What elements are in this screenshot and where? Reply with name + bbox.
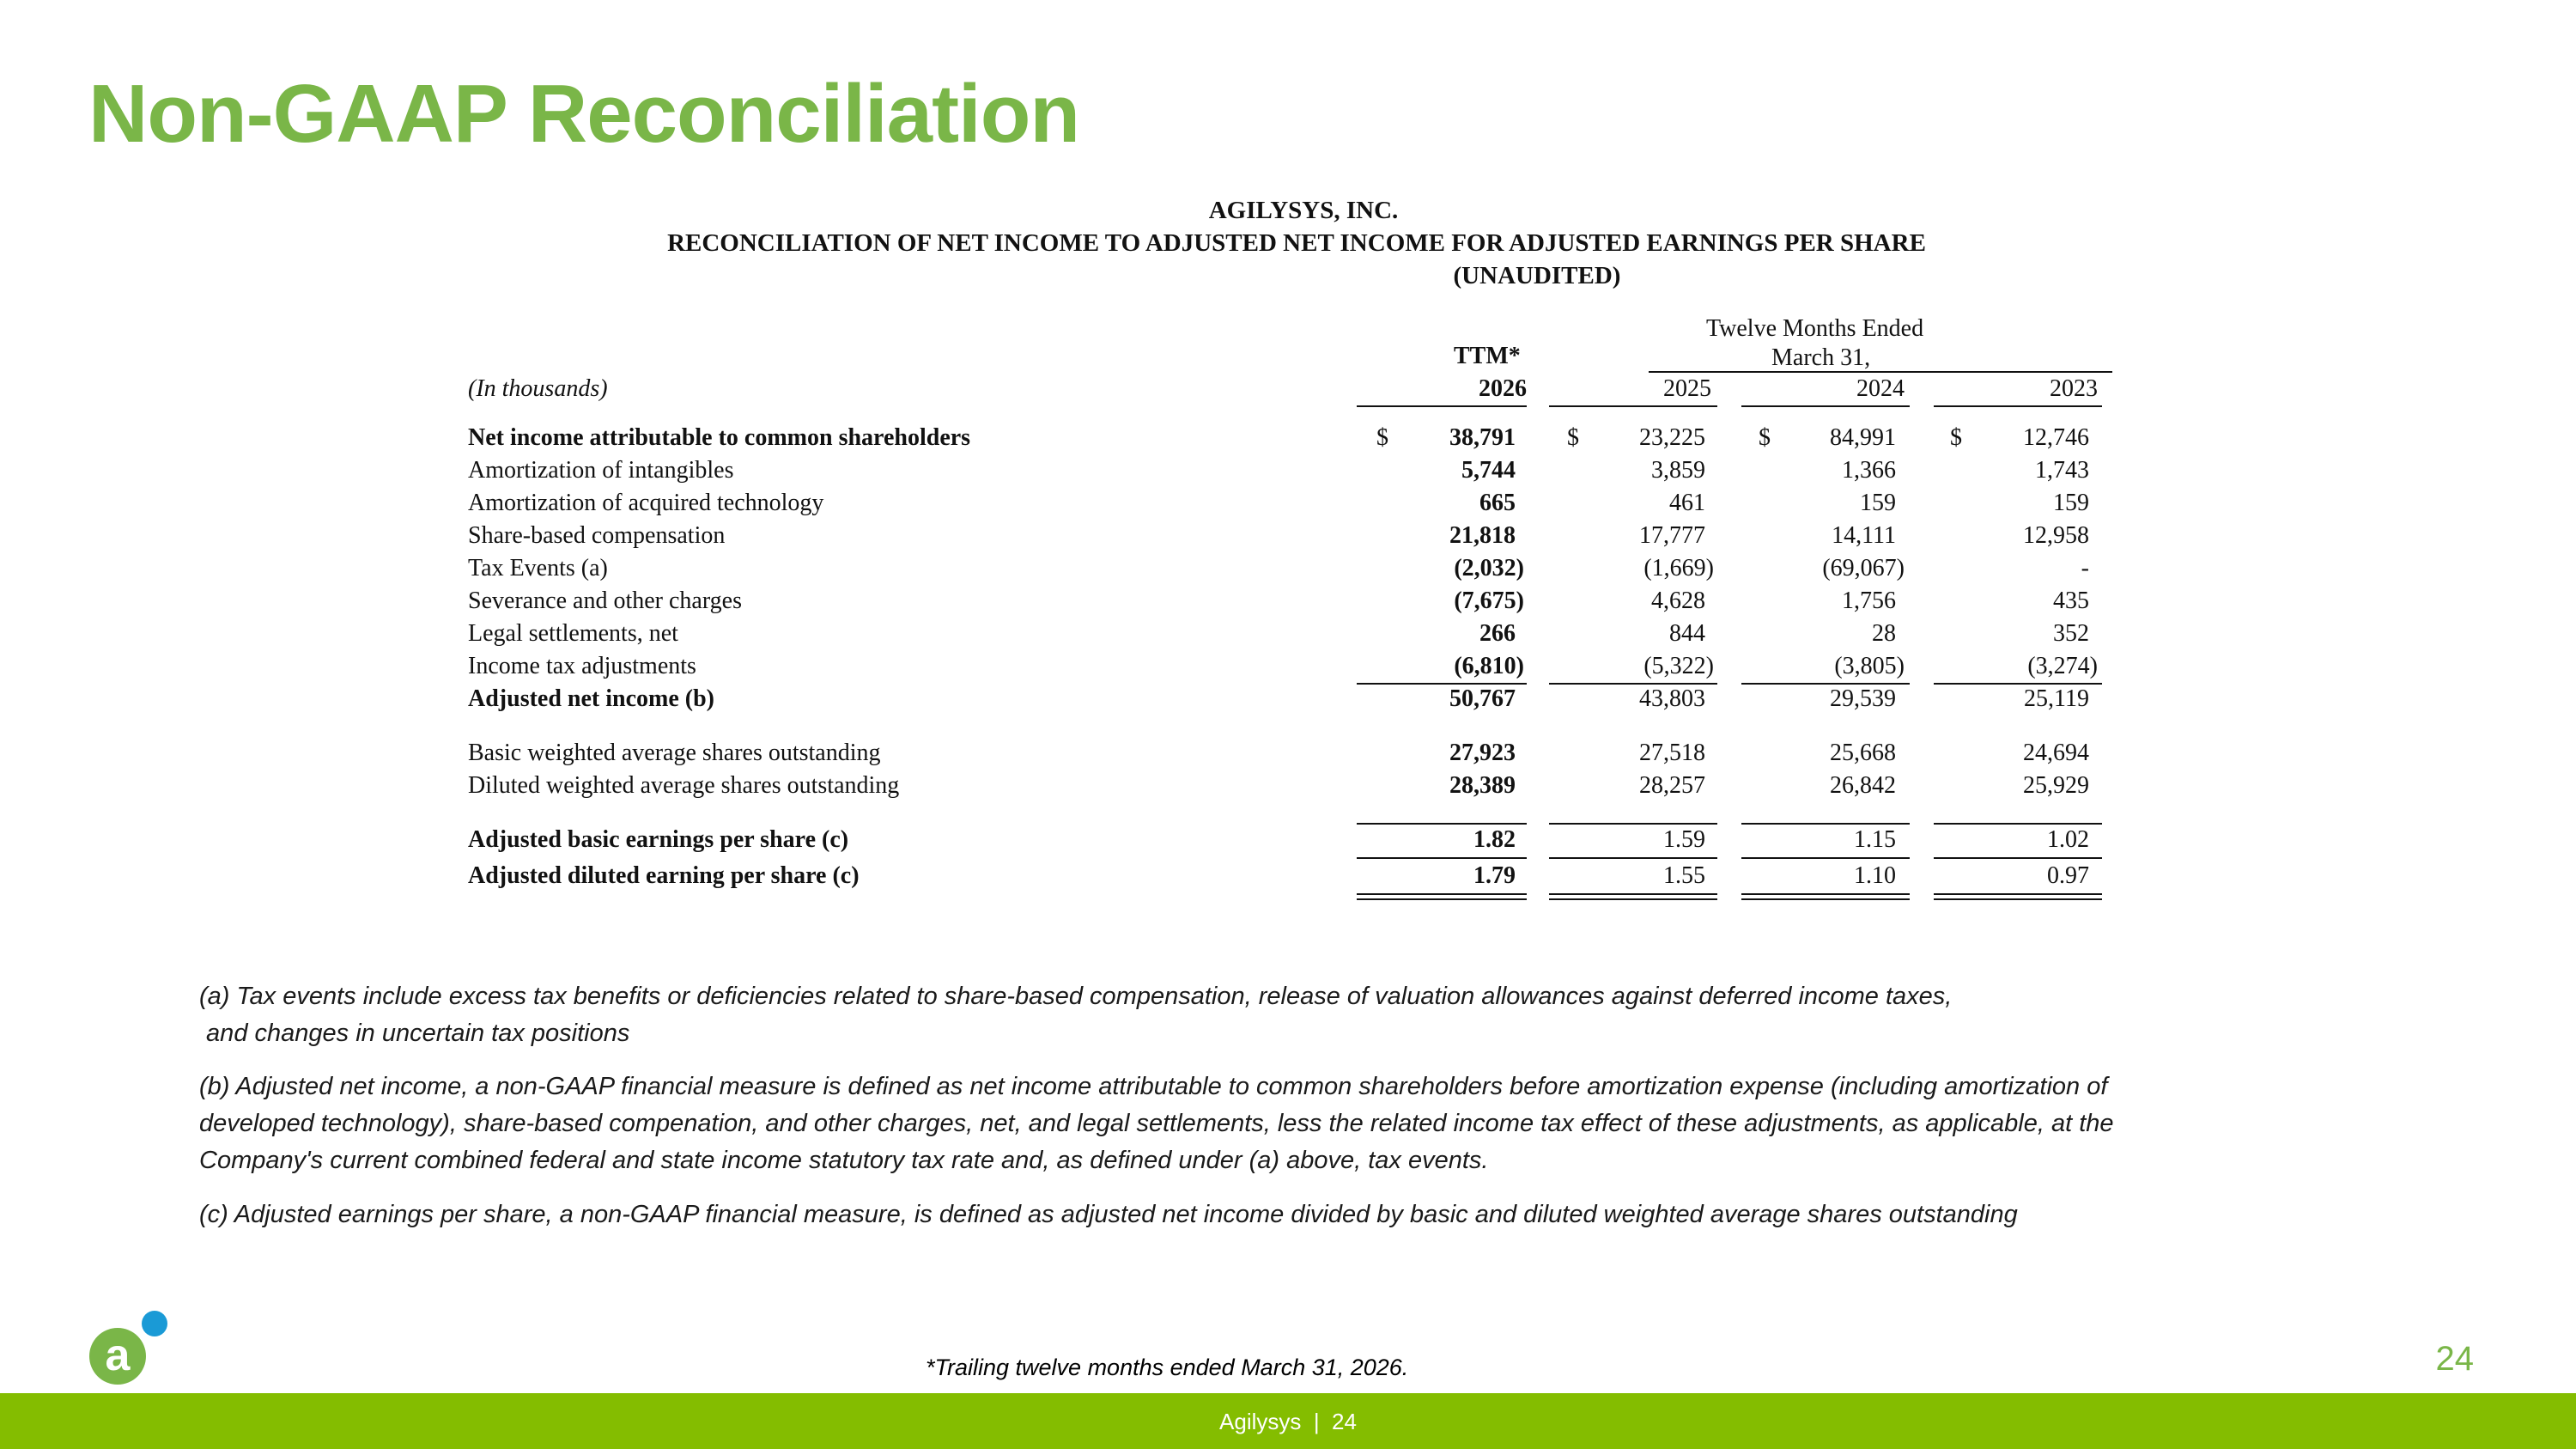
row-label-basic-eps: Adjusted basic earnings per share (c): [468, 826, 849, 853]
col-header-2025: 2025: [1663, 375, 1711, 402]
eps-double-line-2026: [1357, 893, 1527, 900]
row-label-net-income: Net income attributable to common shareholders: [468, 424, 971, 451]
col-underline-2023: [1934, 405, 2102, 407]
row-label-adj-net-income: Adjusted net income (b): [468, 685, 714, 712]
cell-income-tax-adj-2024: (3,805): [1834, 653, 1905, 679]
currency-symbol: $: [1567, 424, 1579, 451]
cell-share-comp-2025: 17,777: [1639, 522, 1705, 549]
cell-adj-net-income-2025: 43,803: [1639, 685, 1705, 712]
cell-diluted-eps-2023: 0.97: [2047, 862, 2089, 889]
cell-severance-2025: 4,628: [1651, 588, 1705, 614]
agilysys-logo: [86, 1310, 180, 1387]
cell-net-income-2026: 38,791: [1449, 424, 1516, 451]
logo-letter: a: [105, 1330, 131, 1380]
footnote-b: [199, 1068, 2397, 1179]
cell-basic-eps-2025: 1.59: [1663, 826, 1705, 853]
cell-basic-shares-2023: 24,694: [2023, 740, 2089, 766]
period-underline: [1649, 371, 2112, 373]
cell-diluted-shares-2024: 26,842: [1830, 772, 1896, 799]
eps-mid-line-2026: [1357, 857, 1527, 859]
cell-income-tax-adj-2025: (5,322): [1643, 653, 1714, 679]
cell-net-income-2024: 84,991: [1830, 424, 1896, 451]
cell-diluted-shares-2025: 28,257: [1639, 772, 1705, 799]
unaudited-text: (UNAUDITED): [1453, 262, 1621, 289]
eps-top-line-2023: [1934, 823, 2102, 825]
cell-legal-2026: 266: [1479, 620, 1516, 647]
cell-basic-eps-2024: 1.15: [1854, 826, 1896, 853]
footnote-a-line2: and changes in uncertain tax positions: [199, 1020, 630, 1047]
cell-net-income-2025: 23,225: [1639, 424, 1705, 451]
footnote-b-line2: developed technology), share-based compenation, and other charges, net, and legal settlements, less the related income tax effect of these adjustments, as applicable, at the: [199, 1110, 2114, 1137]
eps-mid-line-2024: [1741, 857, 1910, 859]
cell-share-comp-2023: 12,958: [2023, 522, 2089, 549]
cell-amort-intangibles-2026: 5,744: [1461, 457, 1516, 484]
currency-symbol: $: [1376, 424, 1388, 451]
cell-diluted-eps-2024: 1.10: [1854, 862, 1896, 889]
col-underline-2025: [1549, 405, 1717, 407]
cell-amort-tech-2024: 159: [1860, 490, 1896, 516]
cell-amort-tech-2023: 159: [2053, 490, 2089, 516]
footnote-a: [199, 978, 2397, 1052]
cell-income-tax-adj-2023: (3,274): [2027, 653, 2098, 679]
subtotal-line-2026: [1357, 683, 1527, 685]
cell-tax-events-2025: (1,669): [1643, 555, 1714, 581]
cell-diluted-eps-2025: 1.55: [1663, 862, 1705, 889]
eps-double-line-2023: [1934, 893, 2102, 900]
eps-top-line-2026: [1357, 823, 1527, 825]
ttm-label: TTM*: [1454, 343, 1521, 369]
cell-amort-intangibles-2025: 3,859: [1651, 457, 1705, 484]
col-header-2026: 2026: [1479, 375, 1527, 402]
footnote-a-line1: (a) Tax events include excess tax benefits or deficiencies related to share-based compensation, release of valuation allowances against deferred income taxes,: [199, 983, 1953, 1010]
row-label-income-tax-adj: Income tax adjustments: [468, 653, 696, 679]
cell-tax-events-2026: (2,032): [1454, 555, 1524, 581]
eps-mid-line-2023: [1934, 857, 2102, 859]
subtotal-line-2023: [1934, 683, 2102, 685]
eps-mid-line-2025: [1549, 857, 1717, 859]
footnote-c: (c) Adjusted earnings per share, a non-GAAP financial measure, is defined as adjusted net income divided by basic and diluted weighted average shares outstanding: [199, 1201, 2018, 1228]
company-name-text: AGILYSYS, INC.: [1208, 197, 1399, 224]
currency-symbol: $: [1759, 424, 1771, 451]
cell-diluted-eps-2026: 1.79: [1473, 862, 1516, 889]
cell-adj-net-income-2026: 50,767: [1449, 685, 1516, 712]
col-underline-2024: [1741, 405, 1910, 407]
row-label-diluted-eps: Adjusted diluted earning per share (c): [468, 862, 860, 889]
cell-net-income-2023: 12,746: [2023, 424, 2089, 451]
currency-symbol: $: [1950, 424, 1962, 451]
cell-severance-2024: 1,756: [1842, 588, 1896, 614]
cell-severance-2026: (7,675): [1454, 588, 1524, 614]
subtotal-line-2024: [1741, 683, 1910, 685]
units-label: (In thousands): [468, 375, 608, 402]
footnote-b-line1: (b) Adjusted net income, a non-GAAP financial measure is defined as net income attributable to common shareholders before amortization expense (including amortization of: [199, 1073, 2108, 1100]
cell-diluted-shares-2023: 25,929: [2023, 772, 2089, 799]
cell-basic-eps-2026: 1.82: [1473, 826, 1516, 853]
page-number: 24: [2435, 1340, 2474, 1378]
cell-amort-intangibles-2024: 1,366: [1842, 457, 1896, 484]
row-label-amort-tech: Amortization of acquired technology: [468, 490, 824, 516]
cell-legal-2025: 844: [1669, 620, 1705, 647]
cell-basic-shares-2026: 27,923: [1449, 740, 1516, 766]
row-label-severance: Severance and other charges: [468, 588, 742, 614]
cell-legal-2023: 352: [2053, 620, 2089, 647]
cell-share-comp-2024: 14,111: [1832, 522, 1896, 549]
cell-severance-2023: 435: [2053, 588, 2089, 614]
cell-basic-shares-2024: 25,668: [1830, 740, 1896, 766]
col-underline-2026: [1357, 405, 1527, 407]
cell-basic-shares-2025: 27,518: [1639, 740, 1705, 766]
cell-diluted-shares-2026: 28,389: [1449, 772, 1516, 799]
col-header-2024: 2024: [1856, 375, 1905, 402]
cell-basic-eps-2023: 1.02: [2047, 826, 2089, 853]
cell-tax-events-2024: (69,067): [1822, 555, 1905, 581]
ttm-footnote: *Trailing twelve months ended March 31, 2026.: [926, 1355, 1409, 1380]
cell-amort-intangibles-2023: 1,743: [2035, 457, 2089, 484]
cell-adj-net-income-2023: 25,119: [2024, 685, 2089, 712]
footer-text: Agilysys | 24: [1219, 1409, 1357, 1434]
row-label-amort-intangibles: Amortization of intangibles: [468, 457, 734, 484]
eps-double-line-2024: [1741, 893, 1910, 900]
eps-top-line-2024: [1741, 823, 1910, 825]
cell-tax-events-2023: -: [2081, 555, 2089, 581]
cell-legal-2024: 28: [1872, 620, 1896, 647]
eps-top-line-2025: [1549, 823, 1717, 825]
row-label-diluted-shares: Diluted weighted average shares outstanding: [468, 772, 900, 799]
cell-share-comp-2026: 21,818: [1449, 522, 1516, 549]
table-heading-text: RECONCILIATION OF NET INCOME TO ADJUSTED NET INCOME FOR ADJUSTED EARNINGS PER SHARE: [667, 229, 1926, 257]
row-label-legal: Legal settlements, net: [468, 620, 678, 647]
cell-amort-tech-2026: 665: [1479, 490, 1516, 516]
row-label-share-comp: Share-based compensation: [468, 522, 726, 549]
footnote-b-line3: Company's current combined federal and state income statutory tax rate and, as defined under (a) above, tax events.: [199, 1147, 1489, 1174]
row-label-basic-shares: Basic weighted average shares outstanding: [468, 740, 881, 766]
eps-double-line-2025: [1549, 893, 1717, 900]
cell-adj-net-income-2024: 29,539: [1830, 685, 1896, 712]
slide-title: Non-GAAP Reconciliation: [88, 68, 1079, 160]
subtotal-line-2025: [1549, 683, 1717, 685]
period-header-1: Twelve Months Ended: [1706, 315, 1924, 342]
row-label-tax-events: Tax Events (a): [468, 555, 608, 581]
col-header-2023: 2023: [2050, 375, 2098, 402]
cell-amort-tech-2025: 461: [1669, 490, 1705, 516]
cell-income-tax-adj-2026: (6,810): [1454, 653, 1524, 679]
period-header-2: March 31,: [1771, 344, 1871, 371]
